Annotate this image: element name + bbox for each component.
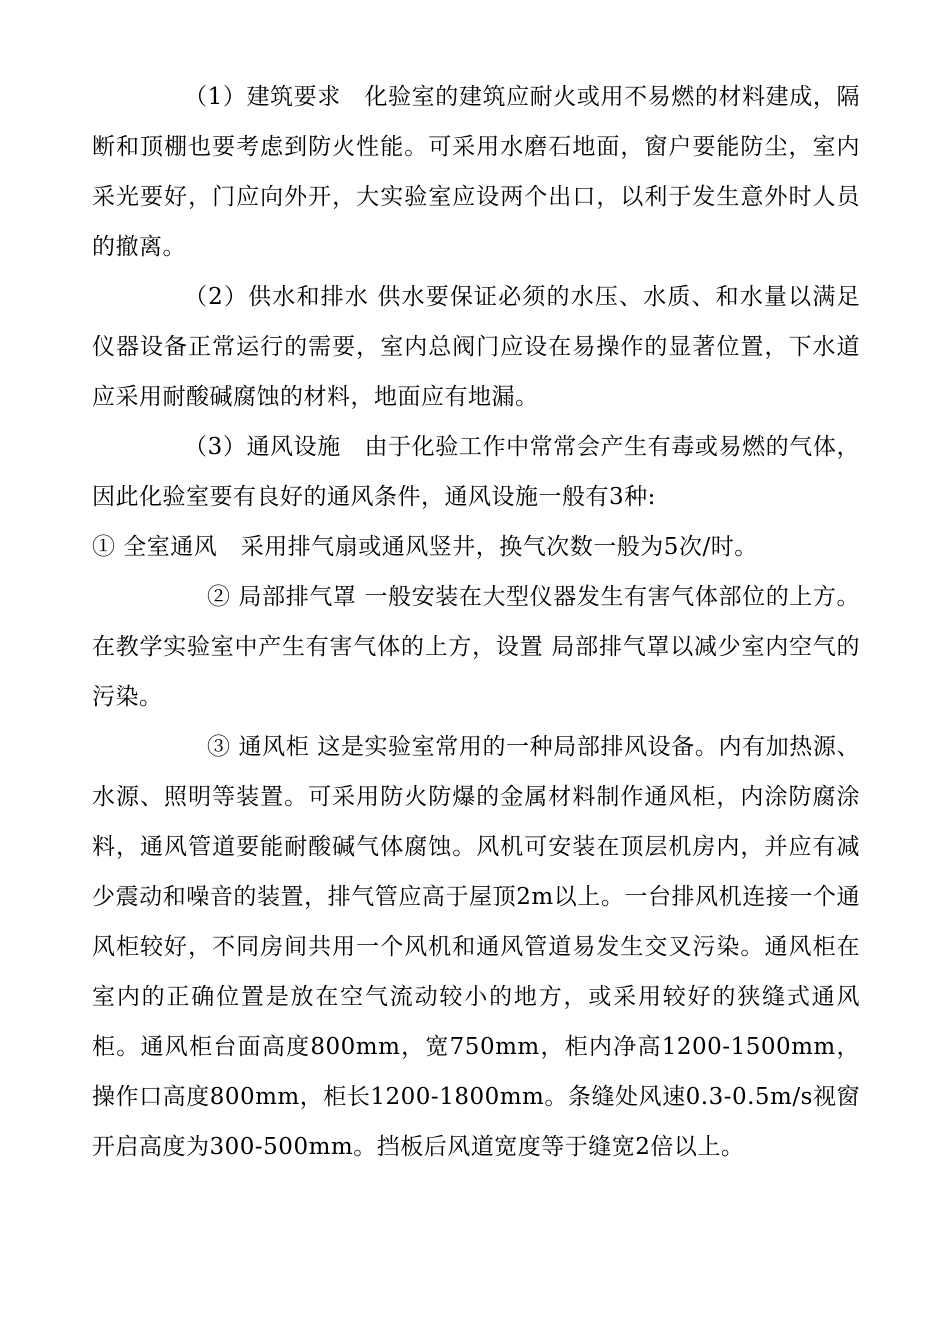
paragraph-fume-hood: ③ 通风柜 这是实验室常用的一种局部排风设备。内有加热源、水源、照明等装置。可采用防火防爆的金属材料制作通风柜，内涂防腐涂料，通风管道要能耐酸碱气体腐蚀。风机可安装在顶层机房内，并应有减少震动和噪音的装置，排气管应高于屋顶2m以上。一台排风机连接一个通风柜较好，不同房间共用一个风机和通风管道易发生交叉污染。通风柜在室内的正确位置是放在空气流动较小的地方，或采用较好的狭缝式通风柜。通风柜台面高度800mm，宽750mm，柜内净高1200-1500mm，操作口高度800mm，柜长1200-1800mm。条缝处风速0.3-0.5m/s视窗开启高度为300-500mm。挡板后风道宽度等于缝宽2倍以上。	[92, 734, 860, 1160]
paragraph-water-supply-drainage: （2）供水和排水 供水要保证必须的水压、水质、和水量以满足仪器设备正常运行的需要，室内总阀门应设在易操作的显著位置，下水道应采用耐酸碱腐蚀的材料，地面应有地漏。	[92, 284, 860, 410]
paragraph-full-room-ventilation: ① 全室通风 采用排气扇或通风竖井，换气次数一般为5次/时。	[92, 534, 758, 560]
paragraph-building-requirements: （1）建筑要求 化验室的建筑应耐火或用不易燃的材料建成，隔断和顶棚也要考虑到防火性能。可采用水磨石地面，窗户要能防尘，室内采光要好，门应向外开，大实验室应设两个出口，以利于发生意外时人员的撤离。	[92, 84, 860, 260]
paragraph-local-exhaust-hood: ② 局部排气罩 一般安装在大型仪器发生有害气体部位的上方。在教学实验室中产生有害气体的上方，设置 局部排气罩以减少室内空气的污染。	[92, 584, 860, 710]
paragraph-ventilation-facilities: （3）通风设施 由于化验工作中常常会产生有毒或易燃的气体，因此化验室要有良好的通风条件，通风设施一般有3种:	[92, 434, 860, 510]
